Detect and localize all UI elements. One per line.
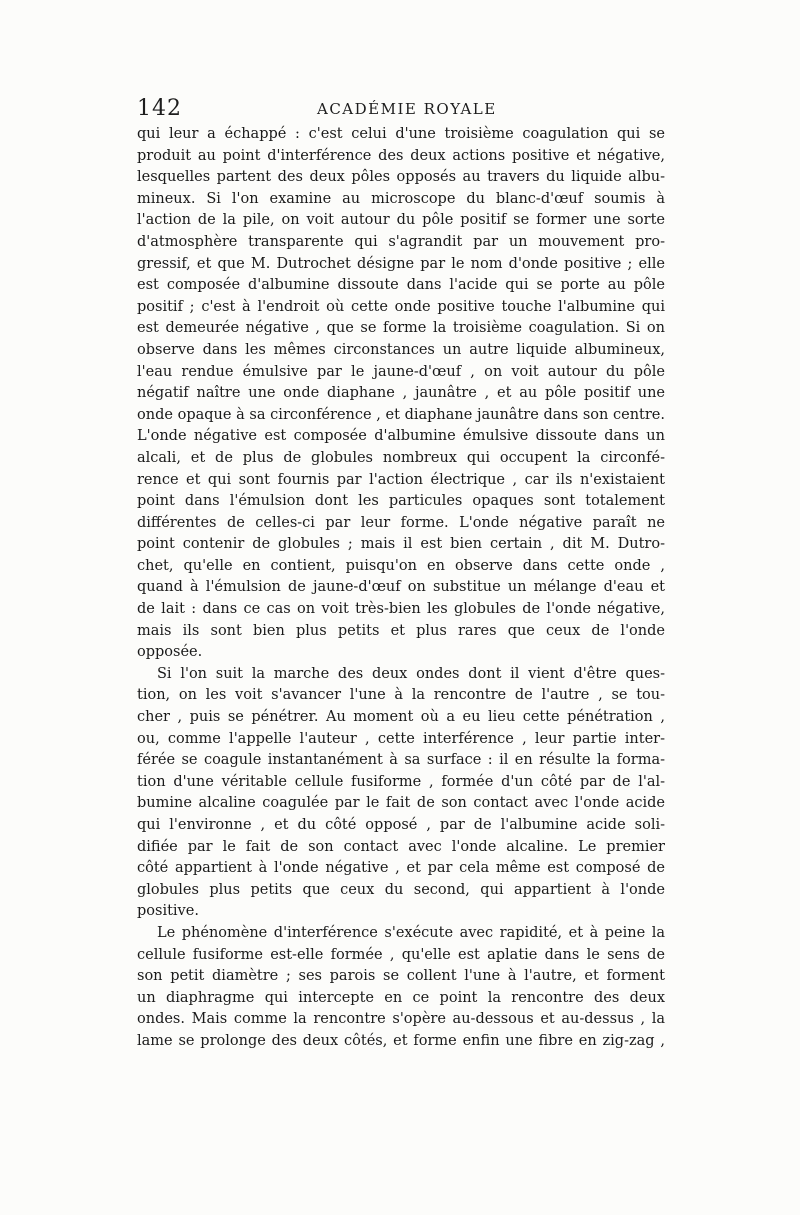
- text-line: observe dans les mêmes circonstances un autre liquide albumineux,: [137, 341, 665, 358]
- text-line: onde opaque à sa circonférence , et diaphane jaunâtre dans son centre.: [137, 406, 665, 423]
- text-line: bumine alcaline coagulée par le fait de son contact avec l'onde acide: [137, 795, 665, 812]
- text-line: tion d'une véritable cellule fusiforme , formée d'un côté par de l'al-: [137, 773, 665, 790]
- text-line: point contenir de globules ; mais il est bien certain , dit M. Dutro-: [137, 536, 665, 553]
- text-line: qui leur a échappé : c'est celui d'une troisième coagulation qui se: [137, 126, 665, 142]
- text-line: tion, on les voit s'avancer l'une à la rencontre de l'autre , se tou-: [137, 687, 665, 704]
- text-line: un diaphragme qui intercepte en ce point la rencontre des deux: [137, 989, 665, 1006]
- page-header: [137, 96, 665, 126]
- body-text: [137, 124, 665, 1053]
- text-line: l'eau rendue émulsive par le jaune-d'œuf , on voit autour du pôle: [137, 363, 665, 380]
- text-line: côté appartient à l'onde négative , et par cela même est composé de: [137, 860, 665, 877]
- text-line: lesquelles partent des deux pôles opposés au travers du liquide albu-: [137, 169, 665, 186]
- text-line: globules plus petits que ceux du second, qui appartient à l'onde: [137, 881, 665, 898]
- text-line: L'onde négative est composée d'albumine émulsive dissoute dans un: [137, 428, 665, 445]
- running-head: ACADÉMIE ROYALE: [317, 100, 497, 118]
- text-line: chet, qu'elle en contient, puisqu'on en observe dans cette onde ,: [137, 557, 665, 574]
- text-line: difiée par le fait de son contact avec l'onde alcaline. Le premier: [137, 838, 665, 855]
- text-line: d'atmosphère transparente qui s'agrandit par un mouvement pro-: [137, 233, 665, 250]
- text-line: cher , puis se pénétrer. Au moment où a eu lieu cette pénétration ,: [137, 709, 665, 726]
- text-line: l'action de la pile, on voit autour du pôle positif se former une sorte: [137, 212, 665, 229]
- text-line: férée se coagule instantanément à sa surface : il en résulte la forma-: [137, 752, 665, 769]
- text-line: est demeurée négative , que se forme la troisième coagulation. Si on: [137, 320, 665, 337]
- paragraph-end-line: opposée.: [137, 644, 203, 661]
- text-line: positif ; c'est à l'endroit où cette onde positive touche l'albumine qui: [137, 298, 665, 315]
- text-line: produit au point d'interférence des deux actions positive et négative,: [137, 147, 665, 164]
- text-line: ondes. Mais comme la rencontre s'opère au-dessous et au-dessus , la: [137, 1011, 665, 1028]
- paragraph-end-line: positive.: [137, 903, 199, 920]
- text-line: alcali, et de plus de globules nombreux qui occupent la circonfé-: [137, 449, 665, 466]
- text-line: gressif, et que M. Dutrochet désigne par le nom d'onde positive ; elle: [137, 255, 665, 272]
- text-line: son petit diamètre ; ses parois se collent l'une à l'autre, et forment: [137, 968, 665, 985]
- text-line: mais ils sont bien plus petits et plus rares que ceux de l'onde: [137, 622, 665, 639]
- text-line: qui l'environne , et du côté opposé , par de l'albumine acide soli-: [137, 817, 665, 833]
- text-line: négatif naître une onde diaphane , jaunâtre , et au pôle positif une: [137, 385, 665, 402]
- text-line: est composée d'albumine dissoute dans l'acide qui se porte au pôle: [137, 277, 665, 294]
- paragraph-start-line: Le phénomène d'interférence s'exécute avec rapidité, et à peine la: [157, 924, 665, 941]
- text-line: quand à l'émulsion de jaune-d'œuf on substitue un mélange d'eau et: [137, 579, 665, 596]
- text-line: de lait : dans ce cas on voit très-bien les globules de l'onde négative,: [137, 601, 665, 618]
- text-line: cellule fusiforme est-elle formée , qu'elle est aplatie dans le sens de: [137, 946, 665, 963]
- text-line: rence et qui sont fournis par l'action électrique , car ils n'existaient: [137, 471, 665, 488]
- text-line: mineux. Si l'on examine au microscope du blanc-d'œuf soumis à: [137, 190, 665, 207]
- text-line: différentes de celles-ci par leur forme. L'onde négative paraît ne: [137, 514, 665, 531]
- text-line: point dans l'émulsion dont les particules opaques sont totalement: [137, 493, 665, 510]
- text-line: lame se prolonge des deux côtés, et forme enfin une fibre en zig-zag ,: [137, 1032, 665, 1049]
- page-number: 142: [137, 96, 182, 121]
- text-line: ou, comme l'appelle l'auteur , cette interférence , leur partie inter-: [137, 730, 665, 747]
- paragraph-start-line: Si l'on suit la marche des deux ondes dont il vient d'être ques-: [157, 665, 665, 682]
